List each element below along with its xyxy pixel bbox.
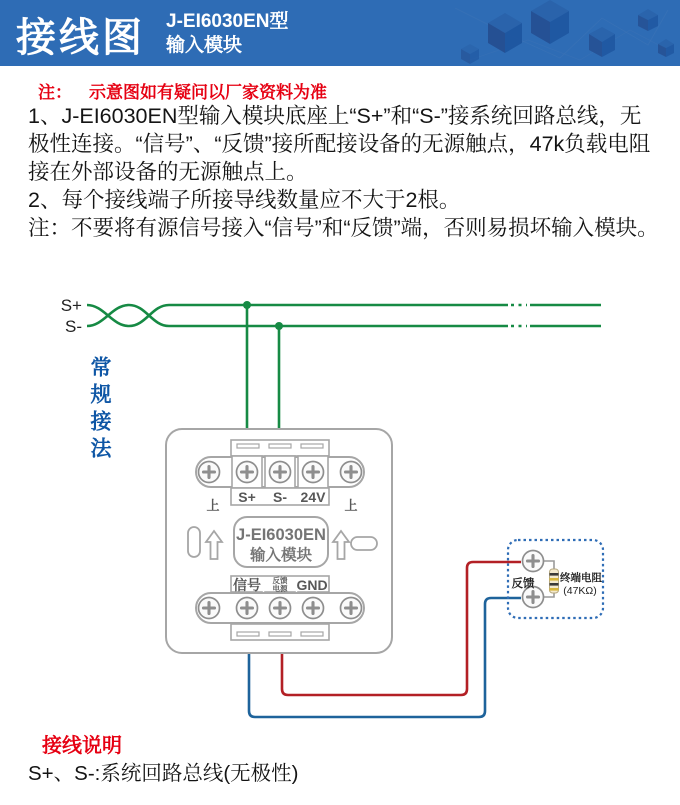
screw-icon	[237, 462, 258, 483]
feedback-device-box	[508, 540, 603, 618]
strip-tab	[237, 444, 259, 448]
terminal-label-ground-left: 上	[206, 498, 220, 513]
footer-heading: 接线说明	[42, 735, 122, 757]
terminal-label-ground-right: 上	[344, 498, 358, 513]
strip-tab	[269, 444, 291, 448]
screw-icon	[341, 598, 362, 619]
module-slot-right	[351, 537, 377, 550]
footer-legend-line: S+、S-:系统回路总线(无极性)	[28, 762, 299, 785]
bus-junction-dot	[275, 322, 283, 330]
terminal-label-feedback-small: 反馈	[272, 576, 288, 585]
module-name-line1: J-EI6030EN	[236, 526, 326, 544]
bus-label-sminus: S-	[65, 317, 82, 336]
loop-bus-wires	[87, 305, 601, 429]
strip-tab	[237, 632, 259, 636]
screw-icon	[237, 598, 258, 619]
page-subtitle-line2: 输入模块	[166, 35, 243, 56]
screw-icon	[199, 598, 220, 619]
caution-note-label: 注：	[38, 83, 72, 102]
instruction-para2: 2、每个接线端子所接导线数量应不大于2根。	[28, 188, 461, 212]
terminal-label-sminus: S-	[273, 489, 287, 505]
bus-label-splus: S+	[60, 296, 82, 315]
bus-wire-sminus	[87, 305, 508, 326]
instruction-para1: 1、J-EI6030EN型输入模块底座上“S+”和“S-”接系统回路总线，无极性连接。“信号”、“反馈”接所配接设备的无源触点，47k负载电阻接在外部设备的无源触点上。	[28, 104, 651, 184]
terminal-label-splus: S+	[238, 489, 256, 505]
screw-icon	[303, 598, 324, 619]
terminal-resistor-value: (47KΩ)	[563, 585, 597, 597]
terminal-label-power-small: 电源	[272, 584, 288, 593]
page-title: 接线图	[16, 16, 145, 60]
page-subtitle-line1: J-EI6030EN型	[166, 11, 289, 32]
strip-tab	[301, 632, 323, 636]
method-label: 常规接法	[88, 356, 111, 464]
terminal-label-24v: 24V	[300, 489, 326, 505]
resistor-icon	[550, 569, 559, 593]
screw-icon	[341, 462, 362, 483]
strip-tab	[301, 444, 323, 448]
screw-icon	[199, 462, 220, 483]
bus-junction-dot	[243, 301, 251, 309]
strip-tab	[269, 632, 291, 636]
terminal-resistor-name: 终端电阻	[560, 572, 602, 584]
screw-icon	[303, 462, 324, 483]
screw-icon	[270, 462, 291, 483]
instruction-para3: 注：不要将有源信号接入“信号”和“反馈”端，否则易损坏输入模块。	[28, 216, 659, 240]
terminal-label-gnd: GND	[296, 577, 328, 593]
feedback-terminal-label: 反馈	[511, 578, 535, 590]
terminal-label-signal: 信号	[233, 577, 261, 593]
screw-icon	[523, 551, 544, 572]
module-name-line2: 输入模块	[249, 547, 313, 564]
screw-icon	[270, 598, 291, 619]
module-slot-left	[188, 527, 200, 557]
caution-note-text: 示意图如有疑问以厂家资料为准	[89, 83, 327, 102]
